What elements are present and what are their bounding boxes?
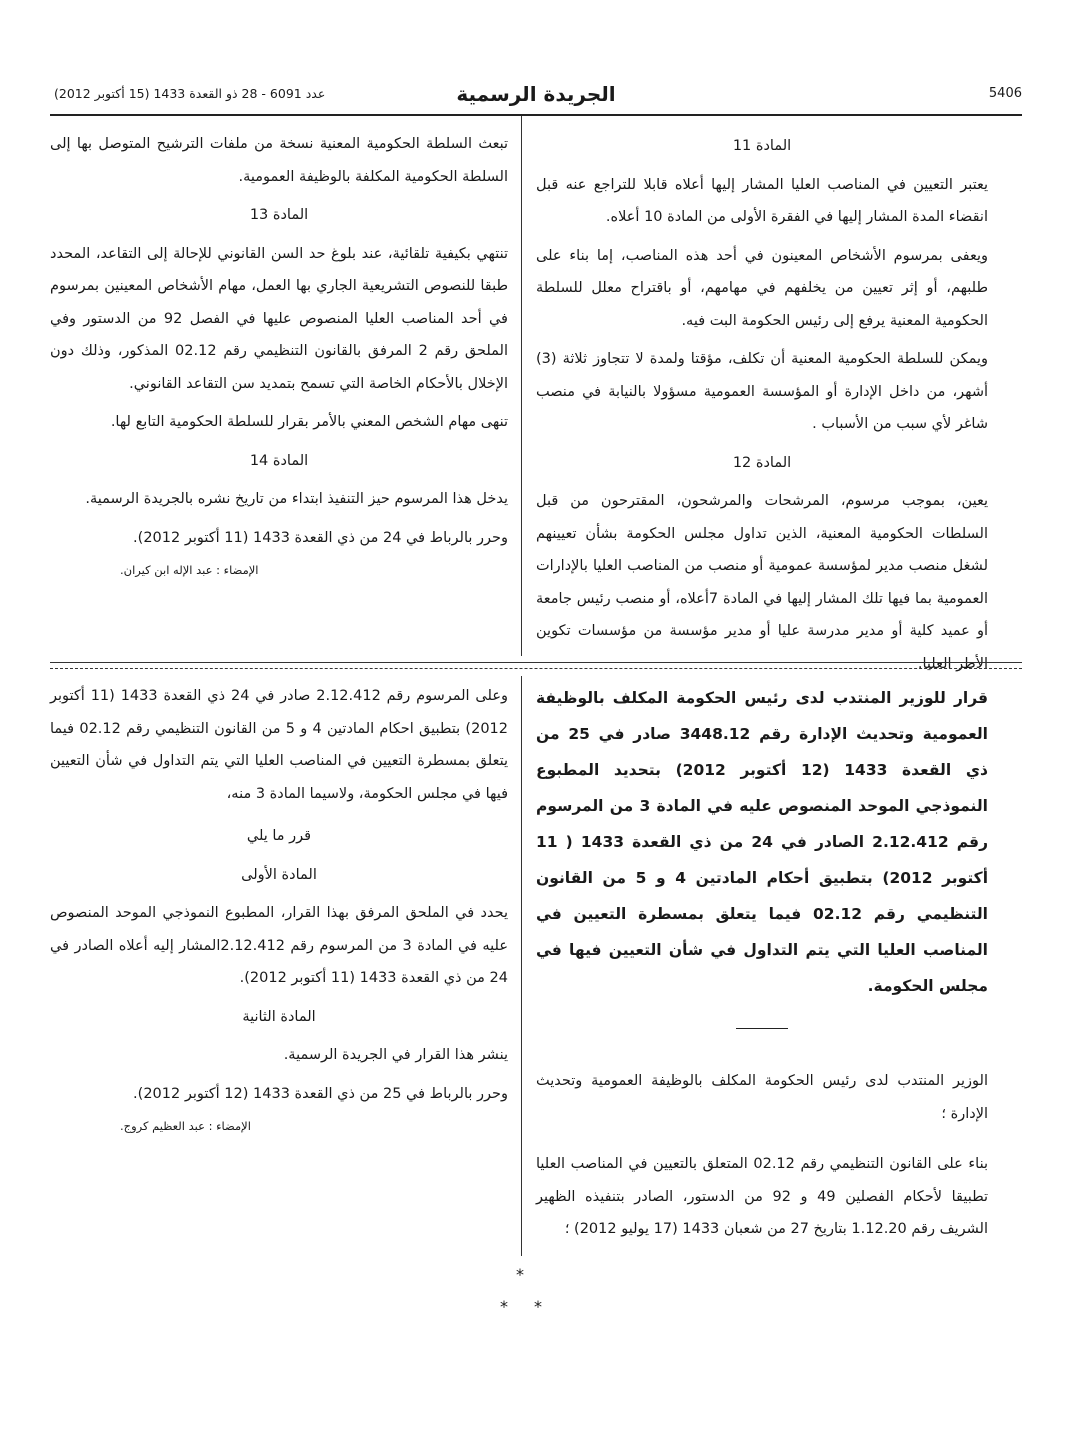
upper-left-column [50,128,508,586]
based-on-paragraph: بناء على القانون التنظيمي رقم 02.12 المتعلق بالتعيين في المناصب العليا تطبيقا لأحكام الفصلين 49 و 92 من الدستور، الصادر بتنفيذه الظهير الشريف رقم 1.12.20 بتاريخ 27 من شعبان 1433 (17 يوليو 2012) ؛ [536,1156,989,1237]
article-11-paragraph: يعتبر التعيين في المناصب العليا المشار إليها أعلاه قابلا للتراجع عنه قبل انقضاء المدة المشار إليها في الفقرة الأولى من المادة 10 أعلاه. [536,176,988,225]
header-rule [50,114,1022,116]
article-13-paragraph: تنتهي بكيفية تلقائية، عند بلوغ حد السن القانوني للإحالة إلى التقاعد، المحدد طبقا للنصوص التشريعية الجاري بها العمل، مهام الأشخاص المعينين بمرسوم في أحد المناصب العليا المنصوص عليها في الفصل 92 من الدستور وفي الملحق رقم 2 المرفق بالقانون التنظيمي رقم 02.12 المذكور، وذلك دون الإخلال بالأحكام الخاصة التي تسمح بتمديد سن التقاعد القانوني. [50,245,508,392]
minister-line: الوزير المنتدب لدى رئيس الحكومة المكلف بالوظيفة العمومية وتحديث الإدارة ؛ [536,1073,988,1122]
article-12-heading: المادة 12 [732,454,792,471]
star-glyph: * [500,1297,508,1316]
based-on-paragraph: وعلى المرسوم رقم 2.12.412 صادر في 24 ذي القعدة 1433 (11 أكتوبر 2012) بتطبيق احكام المادتين 4 و 5 من القانون التنظيمي رقم 02.12 فيما يتعلق بمسطرة التعيين في المناصب العليا التي يتم التداول في شأن التعيين فيها في مجلس الحكومة، ولاسيما المادة 3 منه، [50,688,508,802]
star-ornament [480,1265,580,1325]
title-rule [736,1028,788,1029]
issue-info: عدد 6091 - 28 ذو القعدة 1433 (15 أكتوبر 2012) [54,86,326,101]
article-11-heading: المادة 11 [732,138,792,154]
section-separator [50,662,1022,663]
article-14-paragraph: يدخل هذا المرسوم حيز التنفيذ ابتداء من تاريخ نشره بالجريدة الرسمية. [85,491,508,507]
star-glyph: * [516,1265,524,1284]
done-at: وحرر بالرباط في 25 من ذي القعدة 1433 (12 أكتوبر 2012). [133,1085,508,1102]
lower-right-column [536,680,988,1252]
article-13-heading: المادة 13 [249,207,309,223]
decides-heading: قرر ما يلي [246,828,312,844]
article-1-heading: المادة الأولى [241,866,317,883]
article-14-heading: المادة 14 [249,452,309,469]
gazette-title: الجريدة الرسمية [456,82,616,106]
done-at: وحرر بالرباط في 24 من ذي القعدة 1433 (11 أكتوبر 2012). [133,529,508,546]
decree-title: قرار للوزير المنتدب لدى رئيس الحكومة المكلف بالوظيفة العمومية وتحديث الإدارة رقم 3448.12 صادر في 25 من ذي القعدة 1433 (12 أكتوبر 2012) بتحديد المطبوع النموذجي الموحد المنصوص عليه في المادة 3 من المرسوم رقم 2.12.412 الصادر في 24 من ذي القعدة 1433 ( 11 أكتوبر 2012) بتطبيق أحكام المادتين 4 و 5 من القانون التنظيمي رقم 02.12 فيما يتعلق بمسطرة التعيين في المناصب العليا التي يتم التداول في شأن التعيين فيها في مجلس الحكومة. [536,689,989,995]
column-divider [521,676,522,1256]
article-11-paragraph: ويمكن للسلطة الحكومية المعنية أن تكلف، مؤقتا ولمدة لا تتجاوز ثلاثة (3) أشهر، من داخل الإدارة أو المؤسسة العمومية مسؤولا بالنيابة في منصب شاغر لأي سبب من الأسباب . [536,351,988,432]
star-glyph: * [534,1297,542,1316]
upper-right-column [536,130,988,686]
column-divider [521,116,522,656]
section-separator-dashed [50,668,1022,669]
paragraph: تبعث السلطة الحكومية المعنية نسخة من ملفات الترشيح المتوصل بها إلى السلطة الحكومية المكلفة بالوظيفة العمومية. [50,136,508,185]
page-number: 5406 [988,86,1022,101]
article-2-heading: المادة الثانية [242,1008,316,1025]
page-header [50,82,1022,108]
article-12-paragraph: يعين، بموجب مرسوم، المرشحات والمرشحون، المقترحون من قبل السلطات الحكومية المعنية، الذين تداول مجلس الحكومة بشأن تعيينهم لشغل منصب مدير لمؤسسة عمومية أو منصب من المناصب العليا بالإدارات العمومية بما فيها تلك المشار إليها في المادة 7أعلاه، أو منصب رئيس جامعة أو عميد كلية أو مدير مدرسة عليا أو مدير مؤسسة من مؤسسات تكوين الأطر العليا. [536,493,988,672]
lower-left-column [50,680,508,1142]
signature: الإمضاء : عبد العظيم كروج. [120,1119,251,1133]
article-2-paragraph: ينشر هذا القرار في الجريدة الرسمية. [283,1047,508,1063]
article-11-paragraph: ويعفى بمرسوم الأشخاص المعينون في أحد هذه المناصب، إما بناء على طلبهم، أو إثر تعيين من يخلفهم في مهامهم، أو باقتراح معلل للسلطة الحكومية المعنية يرفع إلى رئيس الحكومة البت فيه. [536,247,988,329]
article-13-paragraph: تنهى مهام الشخص المعني بالأمر بقرار للسلطة الحكومية التابع لها. [110,414,508,430]
article-1-paragraph: يحدد في الملحق المرفق بهذا القرار، المطبوع النموذجي الموحد المنصوص عليه في المادة 3 من المرسوم رقم 2.12.412المشار إليه أعلاه الصادر في 24 من ذي القعدة 1433 (11 أكتوبر 2012). [50,905,509,986]
signature: الإمضاء : عبد الإله ابن كيران. [120,563,259,577]
